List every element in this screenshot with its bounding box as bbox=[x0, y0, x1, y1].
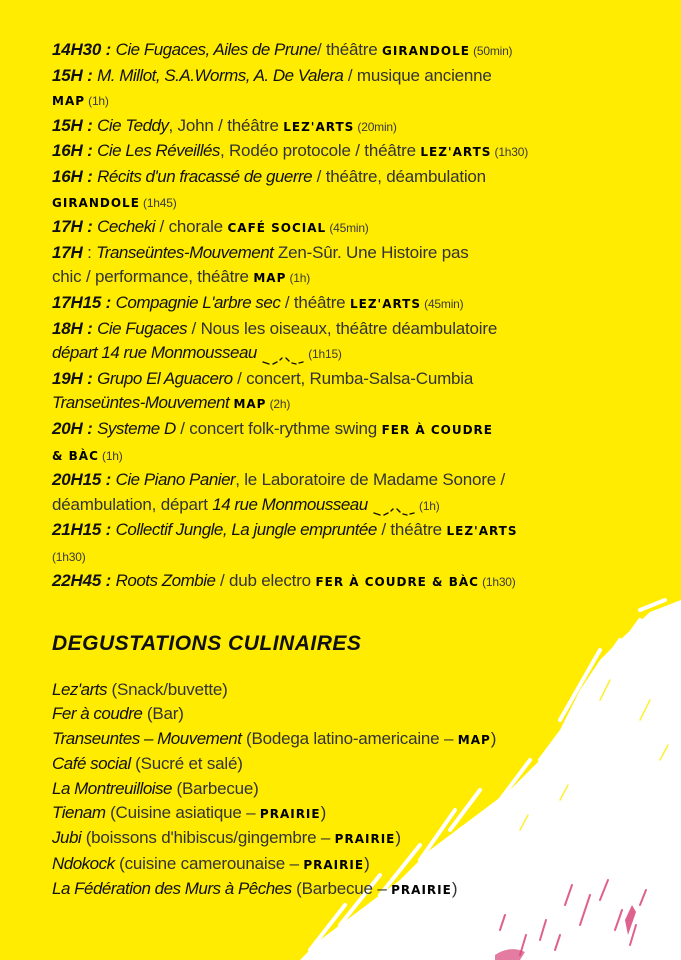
venue-label: LEZ'ARTS bbox=[349, 296, 422, 311]
venue-label: FER À COUDRE & BÀC bbox=[315, 575, 479, 590]
event-description: (cuisine camerounaise – bbox=[114, 853, 304, 873]
schedule-line bbox=[52, 569, 612, 595]
performer-name: Roots Zombie bbox=[115, 571, 216, 591]
duration: (1h30) bbox=[52, 549, 86, 564]
venue-label: MAP bbox=[233, 397, 267, 412]
venue-label: GIRANDOLE bbox=[382, 44, 470, 58]
event-description: (Sucré et salé) bbox=[130, 754, 243, 774]
performer-name: Transeuntes – Mouvement bbox=[52, 728, 242, 748]
schedule-line bbox=[52, 341, 612, 367]
food-vendor-item bbox=[52, 702, 632, 726]
schedule-line bbox=[52, 493, 612, 519]
schedule-entry bbox=[52, 38, 612, 64]
event-time: 16H : bbox=[52, 166, 98, 186]
schedule-line bbox=[52, 165, 612, 190]
event-description: (Bodega latino-americaine – bbox=[241, 728, 458, 748]
event-description: : bbox=[82, 242, 97, 262]
performer-name: La Fédération des Murs à Pêches bbox=[52, 879, 292, 899]
schedule-entry bbox=[52, 241, 612, 291]
event-description: ) bbox=[451, 879, 458, 899]
event-description: / théâtre, déambulation bbox=[312, 166, 486, 186]
schedule-entry bbox=[52, 64, 612, 114]
event-description: / dub electro bbox=[215, 571, 316, 591]
event-time: 17H15 : bbox=[52, 292, 116, 312]
event-description: ) bbox=[364, 853, 370, 873]
event-description: (Barbecue – bbox=[291, 879, 392, 899]
venue-label: MAP bbox=[457, 732, 491, 747]
event-description: / musique ancienne bbox=[343, 65, 492, 85]
schedule-line bbox=[52, 518, 612, 544]
schedule-line bbox=[52, 367, 612, 392]
schedule-entry bbox=[52, 367, 612, 417]
venue-label: CAFÉ SOCIAL bbox=[227, 221, 327, 236]
performer-name: Cie Fugaces, Ailes de Prune bbox=[115, 40, 317, 59]
event-time: 15H : bbox=[52, 65, 98, 85]
event-description: / théâtre bbox=[316, 40, 383, 59]
schedule-entry bbox=[52, 114, 612, 140]
performer-name: Ndokock bbox=[52, 853, 115, 873]
performer-name: La Montreuilloise bbox=[52, 778, 173, 798]
venue-label: PRAIRIE bbox=[303, 857, 365, 872]
schedule-entry bbox=[52, 468, 612, 518]
duration: (1h30) bbox=[491, 145, 529, 160]
event-description: Zen-Sûr. Une Histoire pas bbox=[273, 242, 469, 262]
schedule-entry bbox=[52, 215, 612, 241]
performer-name: Récits d'un fracassé de guerre bbox=[97, 166, 313, 186]
event-description: , John / théâtre bbox=[168, 115, 284, 135]
food-list bbox=[52, 678, 632, 903]
schedule-line bbox=[52, 38, 612, 64]
performer-name: Compagnie L'arbre sec bbox=[115, 292, 281, 312]
performer-name: Tienam bbox=[52, 803, 106, 823]
venue-label: LEZ'ARTS bbox=[446, 524, 518, 539]
event-description: , Rodéo protocole / théâtre bbox=[219, 141, 421, 161]
schedule-line bbox=[52, 139, 612, 165]
event-description: (Snack/buvette) bbox=[107, 680, 228, 699]
performer-name: Transeüntes-Mouvement bbox=[52, 393, 234, 413]
event-time: 14H30 : bbox=[52, 40, 116, 59]
schedule-entry bbox=[52, 165, 612, 215]
schedule-line bbox=[52, 317, 612, 342]
schedule-line bbox=[52, 241, 612, 266]
duration: (50min) bbox=[469, 44, 513, 58]
event-time: 17H : bbox=[52, 217, 98, 237]
program-schedule bbox=[52, 38, 612, 595]
event-time: 15H : bbox=[52, 115, 98, 135]
event-description: / chorale bbox=[155, 217, 228, 237]
venue-label: MAP bbox=[52, 94, 86, 109]
event-time: 20H : bbox=[52, 418, 98, 438]
food-vendor-item bbox=[52, 877, 632, 902]
event-description: / Nous les oiseaux, théâtre déambulatoire bbox=[187, 318, 498, 338]
performer-name: Cecheki bbox=[97, 217, 156, 237]
schedule-entry bbox=[52, 518, 612, 569]
event-time: 20H15 : bbox=[52, 470, 116, 490]
venue-label: GIRANDOLE bbox=[52, 195, 140, 210]
food-vendor-item bbox=[52, 801, 632, 826]
food-vendor-item bbox=[52, 777, 632, 801]
performer-name: Cie Teddy bbox=[97, 115, 169, 135]
duration: (45min) bbox=[326, 221, 369, 236]
duration: (2h) bbox=[266, 397, 291, 412]
walk-path-icon bbox=[372, 500, 416, 510]
schedule-line bbox=[52, 265, 612, 291]
event-description: déambulation, départ bbox=[52, 494, 213, 514]
performer-name: M. Millot, S.A.Worms, A. De Valera bbox=[97, 65, 344, 85]
performer-name: Fer à coudre bbox=[52, 704, 143, 724]
duration: (45min) bbox=[421, 296, 464, 311]
performer-name: Café social bbox=[52, 754, 131, 774]
duration: (1h30) bbox=[478, 575, 516, 590]
food-section-title: DEGUSTATIONS CULINAIRES bbox=[52, 632, 362, 655]
event-description: ) bbox=[490, 728, 497, 748]
schedule-line bbox=[52, 114, 612, 140]
schedule-entry bbox=[52, 569, 612, 595]
event-time: 16H : bbox=[52, 141, 98, 161]
venue-label: MAP bbox=[253, 271, 287, 286]
performer-name: Collectif Jungle, La jungle empruntée bbox=[115, 520, 377, 540]
schedule-line bbox=[52, 544, 612, 570]
venue-label: & BÀC bbox=[52, 448, 99, 463]
event-description: (Bar) bbox=[142, 704, 184, 724]
event-description: / concert folk-rythme swing bbox=[175, 418, 382, 438]
schedule-entry bbox=[52, 139, 612, 165]
schedule-entry bbox=[52, 291, 612, 317]
schedule-line bbox=[52, 215, 612, 241]
performer-name: Cie Fugaces bbox=[97, 318, 188, 338]
performer-name: Jubi bbox=[52, 828, 82, 848]
performer-name: départ 14 rue Monmousseau bbox=[52, 343, 262, 363]
schedule-line bbox=[52, 64, 612, 89]
food-vendor-item bbox=[52, 727, 632, 752]
event-description: chic / performance, théâtre bbox=[52, 267, 254, 287]
event-description: (Cuisine asiatique – bbox=[105, 803, 260, 823]
event-description: (Barbecue) bbox=[172, 778, 259, 798]
event-description: ) bbox=[320, 803, 327, 823]
schedule-line bbox=[52, 190, 612, 216]
schedule-line bbox=[52, 417, 612, 443]
duration: (1h15) bbox=[305, 347, 342, 362]
performer-name: Cie Piano Panier bbox=[115, 470, 236, 490]
food-vendor-item bbox=[52, 752, 632, 776]
event-description: / théâtre bbox=[280, 292, 350, 312]
performer-name: Systeme D bbox=[97, 418, 176, 438]
walk-path-icon bbox=[261, 349, 305, 359]
venue-label: FER À COUDRE bbox=[381, 422, 493, 437]
food-vendor-item bbox=[52, 678, 632, 702]
food-vendor-item bbox=[52, 852, 632, 877]
duration: (1h) bbox=[415, 498, 440, 513]
performer-name: Grupo El Aguacero bbox=[97, 368, 233, 388]
venue-label: LEZ'ARTS bbox=[283, 119, 355, 134]
event-time: 19H : bbox=[52, 368, 98, 388]
venue-label: LEZ'ARTS bbox=[420, 145, 492, 160]
event-time: 21H15 : bbox=[52, 520, 116, 540]
duration: (1h45) bbox=[139, 195, 177, 210]
event-time: 17H bbox=[52, 242, 83, 262]
venue-label: PRAIRIE bbox=[259, 807, 321, 822]
event-time: 22H45 : bbox=[52, 571, 116, 591]
event-description: ) bbox=[395, 828, 401, 848]
event-description: , le Laboratoire de Madame Sonore / bbox=[235, 470, 506, 490]
event-description: / concert, Rumba-Salsa-Cumbia bbox=[232, 368, 474, 388]
duration: (1h) bbox=[286, 271, 311, 286]
schedule-line bbox=[52, 291, 612, 317]
event-description: / théâtre bbox=[376, 520, 447, 540]
duration: (1h) bbox=[85, 94, 109, 109]
schedule-line bbox=[52, 391, 612, 417]
schedule-line bbox=[52, 468, 612, 493]
food-vendor-item bbox=[52, 826, 632, 851]
performer-name: Transeüntes-Mouvement bbox=[96, 242, 274, 262]
performer-name: 14 rue Monmousseau bbox=[212, 494, 372, 514]
event-time: 18H : bbox=[52, 318, 98, 338]
venue-label: PRAIRIE bbox=[334, 832, 396, 847]
schedule-line bbox=[52, 88, 612, 114]
event-description: (boissons d'hibiscus/gingembre – bbox=[81, 828, 335, 848]
duration: (1h) bbox=[98, 448, 123, 463]
duration: (20min) bbox=[354, 119, 397, 134]
schedule-line bbox=[52, 443, 612, 469]
schedule-entry bbox=[52, 417, 612, 468]
schedule-entry bbox=[52, 317, 612, 367]
performer-name: Cie Les Réveillés bbox=[97, 141, 220, 161]
performer-name: Lez'arts bbox=[52, 680, 107, 699]
venue-label: PRAIRIE bbox=[391, 883, 452, 898]
